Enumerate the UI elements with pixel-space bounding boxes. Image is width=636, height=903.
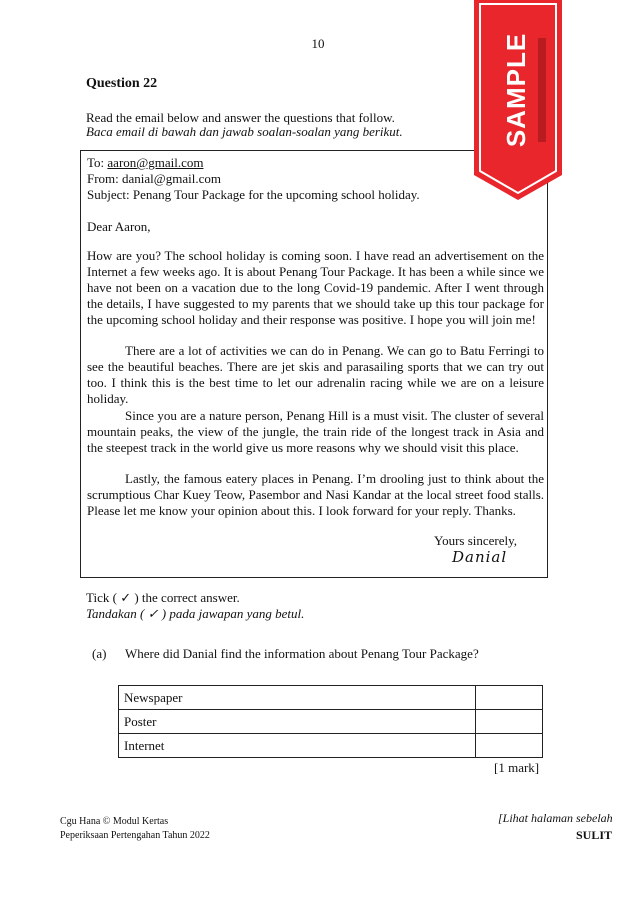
- sample-watermark-ribbon: [472, 0, 564, 200]
- option-label: Internet: [119, 734, 476, 758]
- email-paragraph-3: Since you are a nature person, Penang Hill is a must visit. The cluster of several mountain peaks, the view of the jungle, the train ride of the longest track in Asia and the steepest track in the world give us more reasons why we should visit this place.: [87, 408, 544, 455]
- table-row: [119, 734, 543, 758]
- option-label: Newspaper: [119, 686, 476, 710]
- table-row: [119, 710, 543, 734]
- footer-exam-name: Peperiksaan Pertengahan Tahun 2022: [60, 830, 210, 841]
- ribbon-text: SAMPLE: [500, 32, 531, 148]
- email-to-line: [87, 155, 203, 171]
- footer-credit: Cgu Hana © Modul Kertas: [60, 816, 169, 827]
- tick-instruction-english: Tick ( ✓ ) the correct answer.: [86, 590, 240, 605]
- email-closing: Yours sincerely,: [434, 533, 518, 548]
- tick-box[interactable]: [476, 686, 543, 710]
- tick-instruction-malay: Tandakan ( ✓ ) pada jawapan yang betul.: [86, 606, 305, 621]
- option-label: Poster: [119, 710, 476, 734]
- email-paragraph-2: There are a lot of activities we can do in Penang. We can go to Batu Ferringi to see the beautiful beaches. There are jet skis and parasailing sports that we can try out too. I think this is the best time to let our adrenalin racing while we are on a leisure holiday.: [87, 343, 544, 406]
- email-paragraph-4: Lastly, the famous eatery places in Penang. I’m drooling just to think about the scrumptious Char Kuey Teow, Pasembor and Nasi Kandar at the local street food stalls. Please let me know your opinion about this. I look forward for your reply. Thanks.: [87, 471, 544, 518]
- table-row: [119, 686, 543, 710]
- answer-options-table: [118, 685, 543, 758]
- tick-box[interactable]: [476, 734, 543, 758]
- email-greeting: Dear Aaron,: [87, 219, 151, 234]
- footer-next-page: [Lihat halaman sebelah: [498, 811, 613, 825]
- question-a-label: (a): [92, 646, 107, 661]
- email-paragraph-1: How are you? The school holiday is coming soon. I have read an advertisement on the Internet a few weeks ago. It is about Penang Tour Package. It has been a while since we have not been on a vacation due to the long Covid-19 pandemic. After I went through the details, I have suggested to my parents that we should take up this tour package for the upcoming school holiday and their response was positive. I hope you will join me!: [87, 248, 544, 327]
- email-to-address: aaron@gmail.com: [107, 155, 204, 170]
- mark-allocation: [1 mark]: [494, 760, 540, 775]
- page-number: 10: [311, 36, 325, 51]
- email-subject-line: Subject: Penang Tour Package for the upcoming school holiday.: [87, 187, 420, 202]
- ribbon-fineprint-strip: [538, 38, 546, 142]
- footer-sulit: SULIT: [576, 828, 613, 842]
- email-signature: Danial: [452, 548, 508, 566]
- instruction-english: Read the email below and answer the questions that follow.: [86, 110, 395, 125]
- instruction-malay: Baca email di bawah dan jawab soalan-soalan yang berikut.: [86, 124, 403, 139]
- question-a-text: Where did Danial find the information about Penang Tour Package?: [125, 646, 479, 661]
- email-to-label: To:: [87, 155, 105, 170]
- tick-box[interactable]: [476, 710, 543, 734]
- email-from-line: From: danial@gmail.com: [87, 171, 222, 186]
- question-title: Question 22: [86, 76, 158, 91]
